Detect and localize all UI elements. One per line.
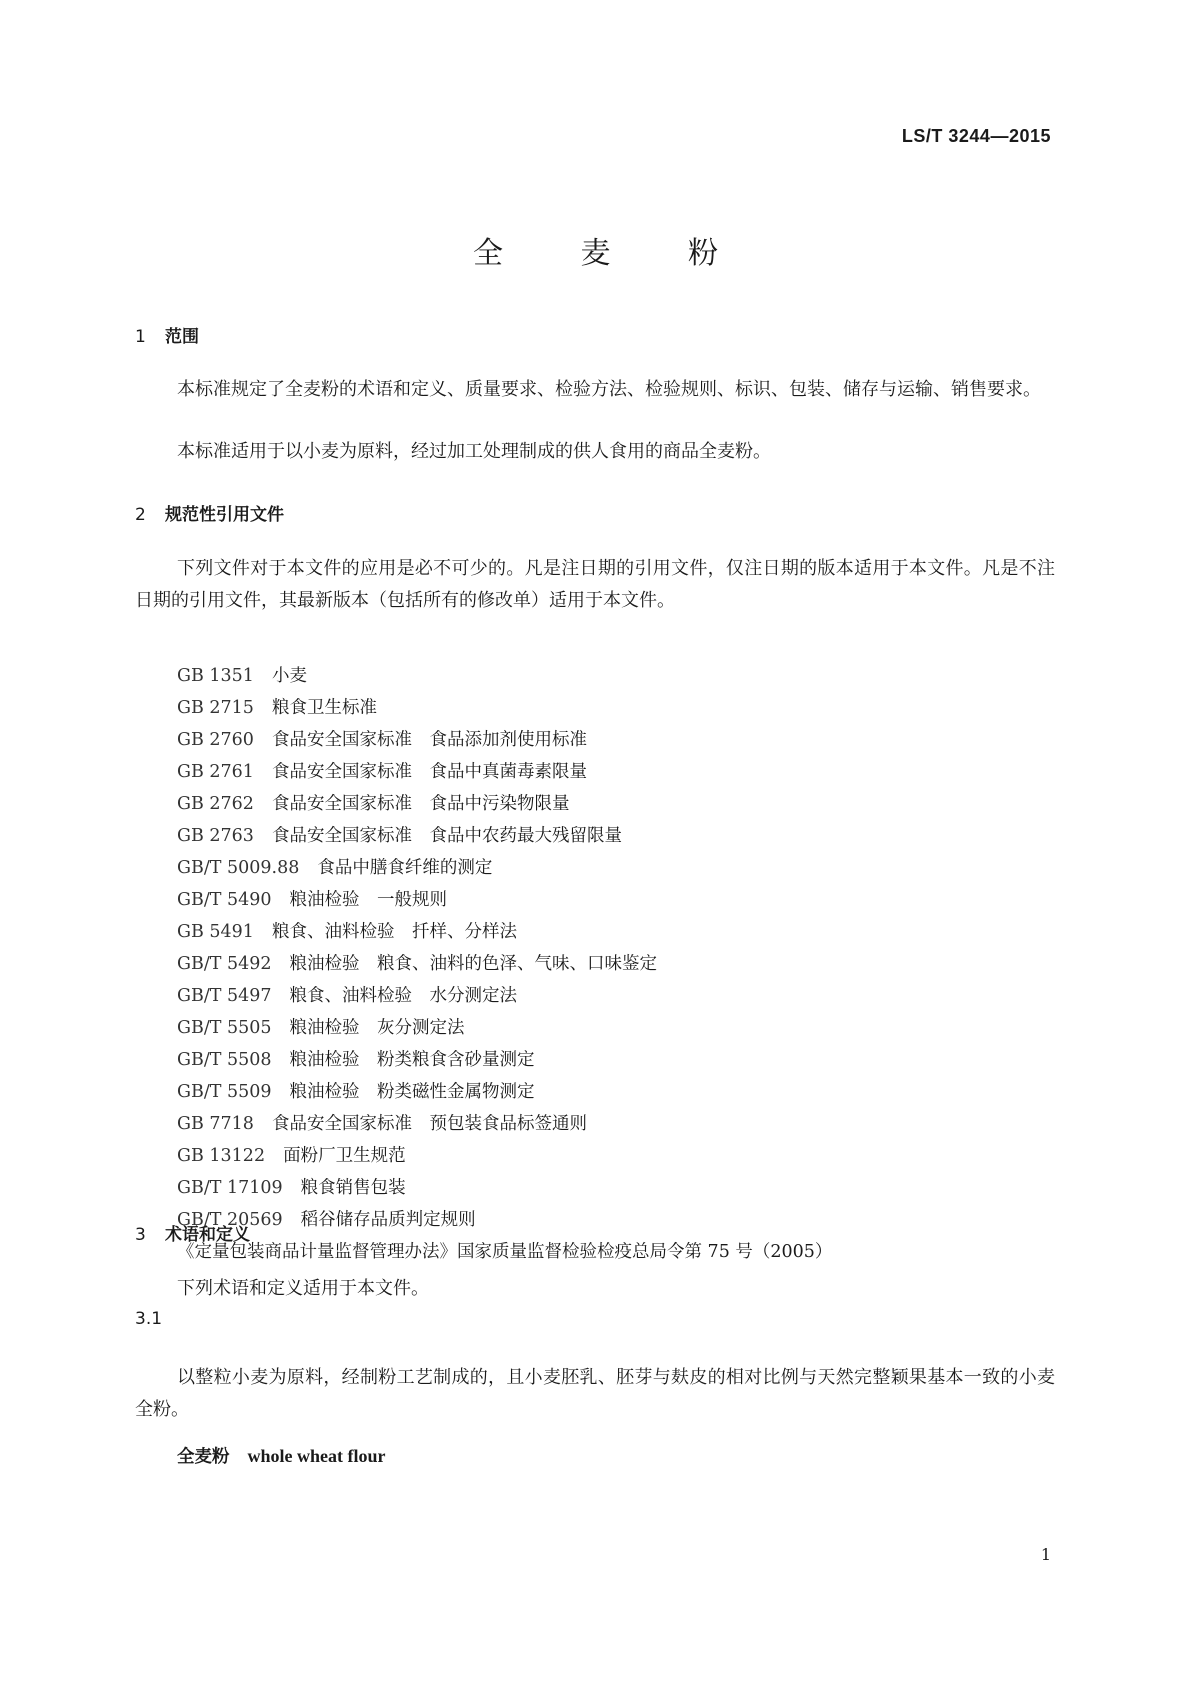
page-number: 1 — [1040, 1545, 1051, 1564]
reference-title: 面粉厂卫生规范 — [283, 1146, 406, 1166]
reference-title: 粮食销售包装 — [300, 1178, 406, 1198]
reference-code: GB 1351 — [177, 666, 254, 686]
section-title: 术语和定义 — [165, 1225, 250, 1245]
section-heading-scope — [135, 322, 199, 347]
reference-item — [177, 756, 1057, 788]
reference-code: GB/T 20569 — [177, 1210, 283, 1230]
section-number: 1 — [135, 327, 146, 347]
reference-code: GB/T 5492 — [177, 954, 272, 974]
reference-code: GB/T 5509 — [177, 1082, 272, 1102]
reference-code: GB/T 5497 — [177, 986, 272, 1006]
section-number: 3 — [135, 1225, 146, 1245]
reference-title: 粮油检验 粉类粮食含砂量测定 — [289, 1050, 535, 1070]
section-heading-normative-references — [135, 500, 284, 525]
reference-item — [177, 1076, 1057, 1108]
reference-code: GB 5491 — [177, 922, 254, 942]
reference-title: 粮食卫生标准 — [271, 698, 377, 718]
references-intro: 下列文件对于本文件的应用是必不可少的。凡是注日期的引用文件，仅注日期的版本适用于本文件。凡是不注日期的引用文件，其最新版本（包括所有的修改单）适用于本文件。 — [135, 558, 1055, 611]
reference-code: GB/T 5508 — [177, 1050, 272, 1070]
section-heading-terms-definitions — [135, 1220, 250, 1245]
reference-item — [177, 1204, 1057, 1236]
reference-item — [177, 820, 1057, 852]
reference-title: 食品安全国家标准 食品中农药最大残留限量 — [271, 826, 622, 846]
reference-title: 稻谷储存品质判定规则 — [300, 1210, 476, 1230]
reference-list — [177, 660, 1057, 1268]
reference-title: 食品安全国家标准 食品添加剂使用标准 — [271, 730, 587, 750]
term-english: whole wheat flour — [247, 1446, 386, 1466]
reference-code: GB/T 5505 — [177, 1018, 272, 1038]
reference-item — [177, 1140, 1057, 1172]
reference-title: 小麦 — [271, 666, 307, 686]
reference-code: GB 2715 — [177, 698, 254, 718]
reference-code: GB 2760 — [177, 730, 254, 750]
reference-title: 粮食、油料检验 扦样、分样法 — [271, 922, 517, 942]
scope-paragraph-2: 本标准适用于以小麦为原料，经过加工处理制成的供人食用的商品全麦粉。 — [177, 441, 771, 462]
section-number: 2 — [135, 505, 146, 525]
reference-item — [177, 916, 1057, 948]
reference-title: 食品中膳食纤维的测定 — [317, 858, 493, 878]
reference-item — [177, 1044, 1057, 1076]
reference-item — [177, 692, 1057, 724]
reference-title: 食品安全国家标准 预包装食品标签通则 — [271, 1114, 587, 1134]
reference-item — [177, 1172, 1057, 1204]
reference-code: GB/T 17109 — [177, 1178, 283, 1198]
reference-code: GB 13122 — [177, 1146, 266, 1166]
reference-code: GB 2762 — [177, 794, 254, 814]
reference-item — [177, 788, 1057, 820]
reference-title: 粮油检验 粉类磁性金属物测定 — [289, 1082, 535, 1102]
reference-title: 粮油检验 粮食、油料的色泽、气味、口味鉴定 — [289, 954, 658, 974]
reference-item — [177, 948, 1057, 980]
term-entry — [177, 1443, 386, 1468]
reference-title: 食品安全国家标准 食品中真菌毒素限量 — [271, 762, 587, 782]
reference-regulation: 《定量包装商品计量监督管理办法》国家质量监督检验检疫总局令第 75 号（2005） — [177, 1242, 833, 1262]
reference-title: 粮油检验 一般规则 — [289, 890, 448, 910]
reference-title: 粮食、油料检验 水分测定法 — [289, 986, 518, 1006]
reference-item — [177, 852, 1057, 884]
section-title: 范围 — [165, 327, 199, 347]
reference-code: GB 2761 — [177, 762, 254, 782]
reference-item — [177, 884, 1057, 916]
reference-code: GB 7718 — [177, 1114, 254, 1134]
term-definition: 以整粒小麦为原料，经制粉工艺制成的，且小麦胚乳、胚芽与麸皮的相对比例与天然完整颖果基本一致的小麦全粉。 — [135, 1367, 1055, 1420]
term-chinese: 全麦粉 — [177, 1447, 230, 1467]
reference-item — [177, 980, 1057, 1012]
terms-intro: 下列术语和定义适用于本文件。 — [177, 1278, 429, 1299]
clause-number: 3.1 — [135, 1309, 163, 1329]
document-title: 全 麦 粉 — [472, 236, 753, 271]
reference-code: GB 2763 — [177, 826, 254, 846]
reference-code: GB/T 5009.88 — [177, 858, 300, 878]
reference-item — [177, 724, 1057, 756]
reference-title: 粮油检验 灰分测定法 — [289, 1018, 465, 1038]
reference-title: 食品安全国家标准 食品中污染物限量 — [271, 794, 570, 814]
reference-item — [177, 1108, 1057, 1140]
scope-paragraph-1: 本标准规定了全麦粉的术语和定义、质量要求、检验方法、检验规则、标识、包装、储存与运输、销售要求。 — [177, 379, 1041, 400]
reference-item — [177, 1012, 1057, 1044]
reference-code: GB/T 5490 — [177, 890, 272, 910]
standard-code: LS/T 3244—2015 — [901, 126, 1051, 146]
section-title: 规范性引用文件 — [165, 505, 284, 525]
reference-item — [177, 660, 1057, 692]
